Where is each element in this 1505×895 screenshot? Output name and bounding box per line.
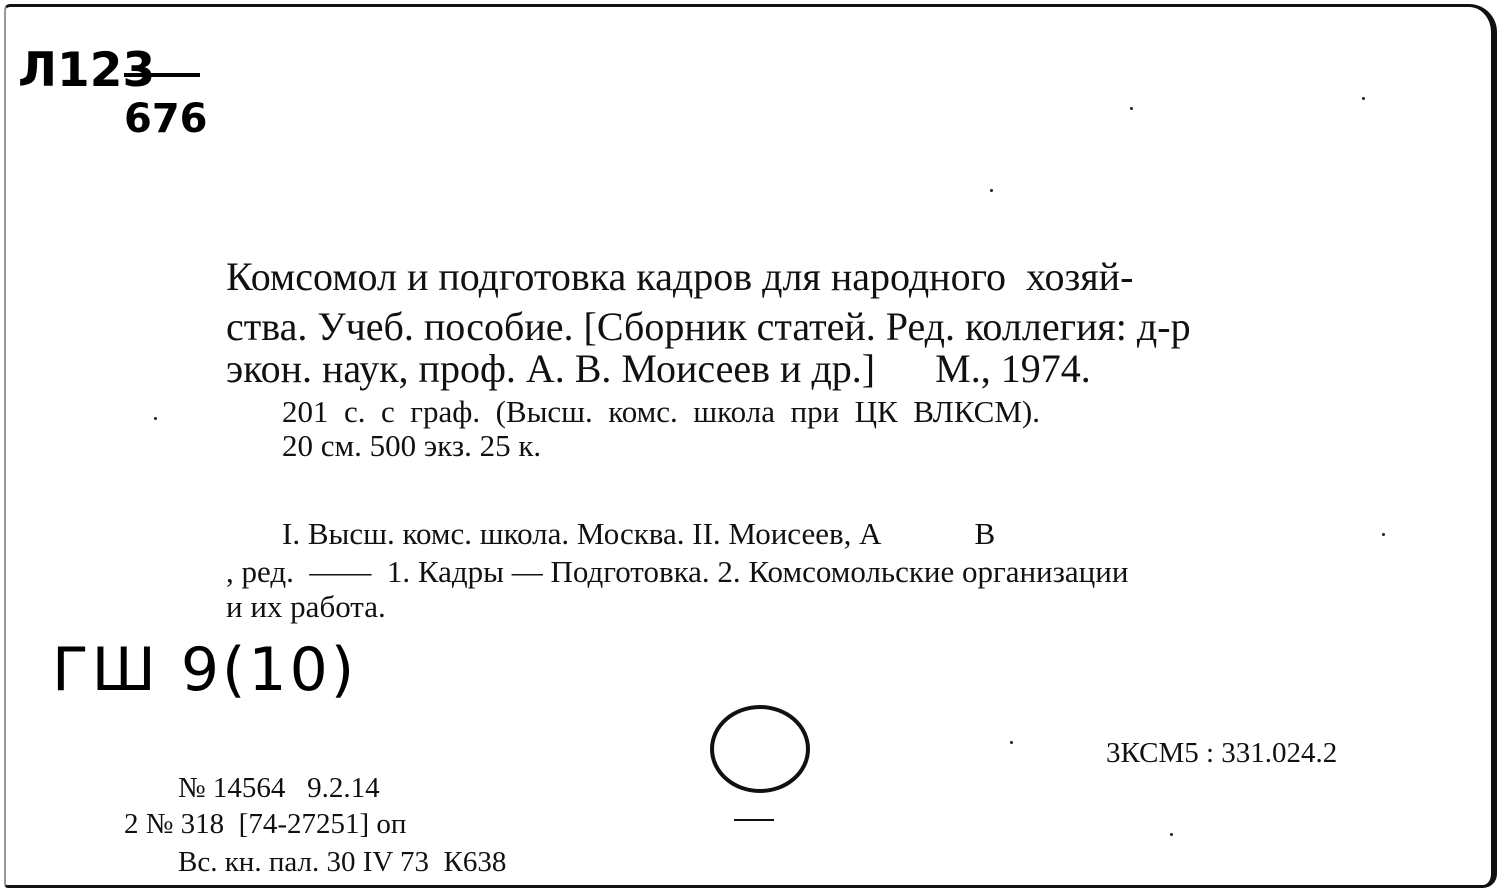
title-line-3: экон. наук, проф. А. В. Моисеев и др.] М., 1974. [226,346,1091,391]
title-line-1: Комсомол и подготовка кадров для народного хозяй- [226,254,1134,299]
call-number-fraction-line [124,73,200,77]
catalog-card [4,4,1497,888]
print-info-line-3: Вс. кн. пал. 30 IV 73 К638 [178,846,507,878]
handwritten-call-number: Л123 [18,43,156,98]
description-line-2: 20 см. 500 экз. 25 к. [282,428,542,463]
print-info-line-1: № 14564 9.2.14 [178,772,380,804]
subject-line-3: и их работа. [226,589,386,624]
print-info-line-2: 2 № 318 [74-27251] оп [124,808,407,840]
print-speck [1362,97,1365,100]
stamp-mark [734,819,774,821]
title-line-2: ства. Учеб. пособие. [Сборник статей. Ред. коллегия: д-р [226,304,1191,349]
handwritten-shelf-mark: ГШ 9(10) [52,635,358,705]
print-speck [1010,741,1013,744]
handwritten-call-number-sub: 676 [124,96,208,142]
subject-line-2: , ред. —— 1. Кадры — Подготовка. 2. Комсомольские организации [226,554,1129,589]
print-speck [990,189,993,192]
print-speck [1382,533,1385,536]
print-speck [154,417,157,420]
subject-line-1: I. Высш. комс. школа. Москва. II. Моисеев, А В [282,516,996,551]
print-speck [1170,833,1173,836]
classification-code: 3КСМ5 : 331.024.2 [1106,737,1338,769]
description-line-1: 201 с. с граф. (Высш. комс. школа при ЦК ВЛКСМ). [282,394,1040,429]
circle-stamp-icon [710,705,810,793]
print-speck [1130,107,1133,110]
